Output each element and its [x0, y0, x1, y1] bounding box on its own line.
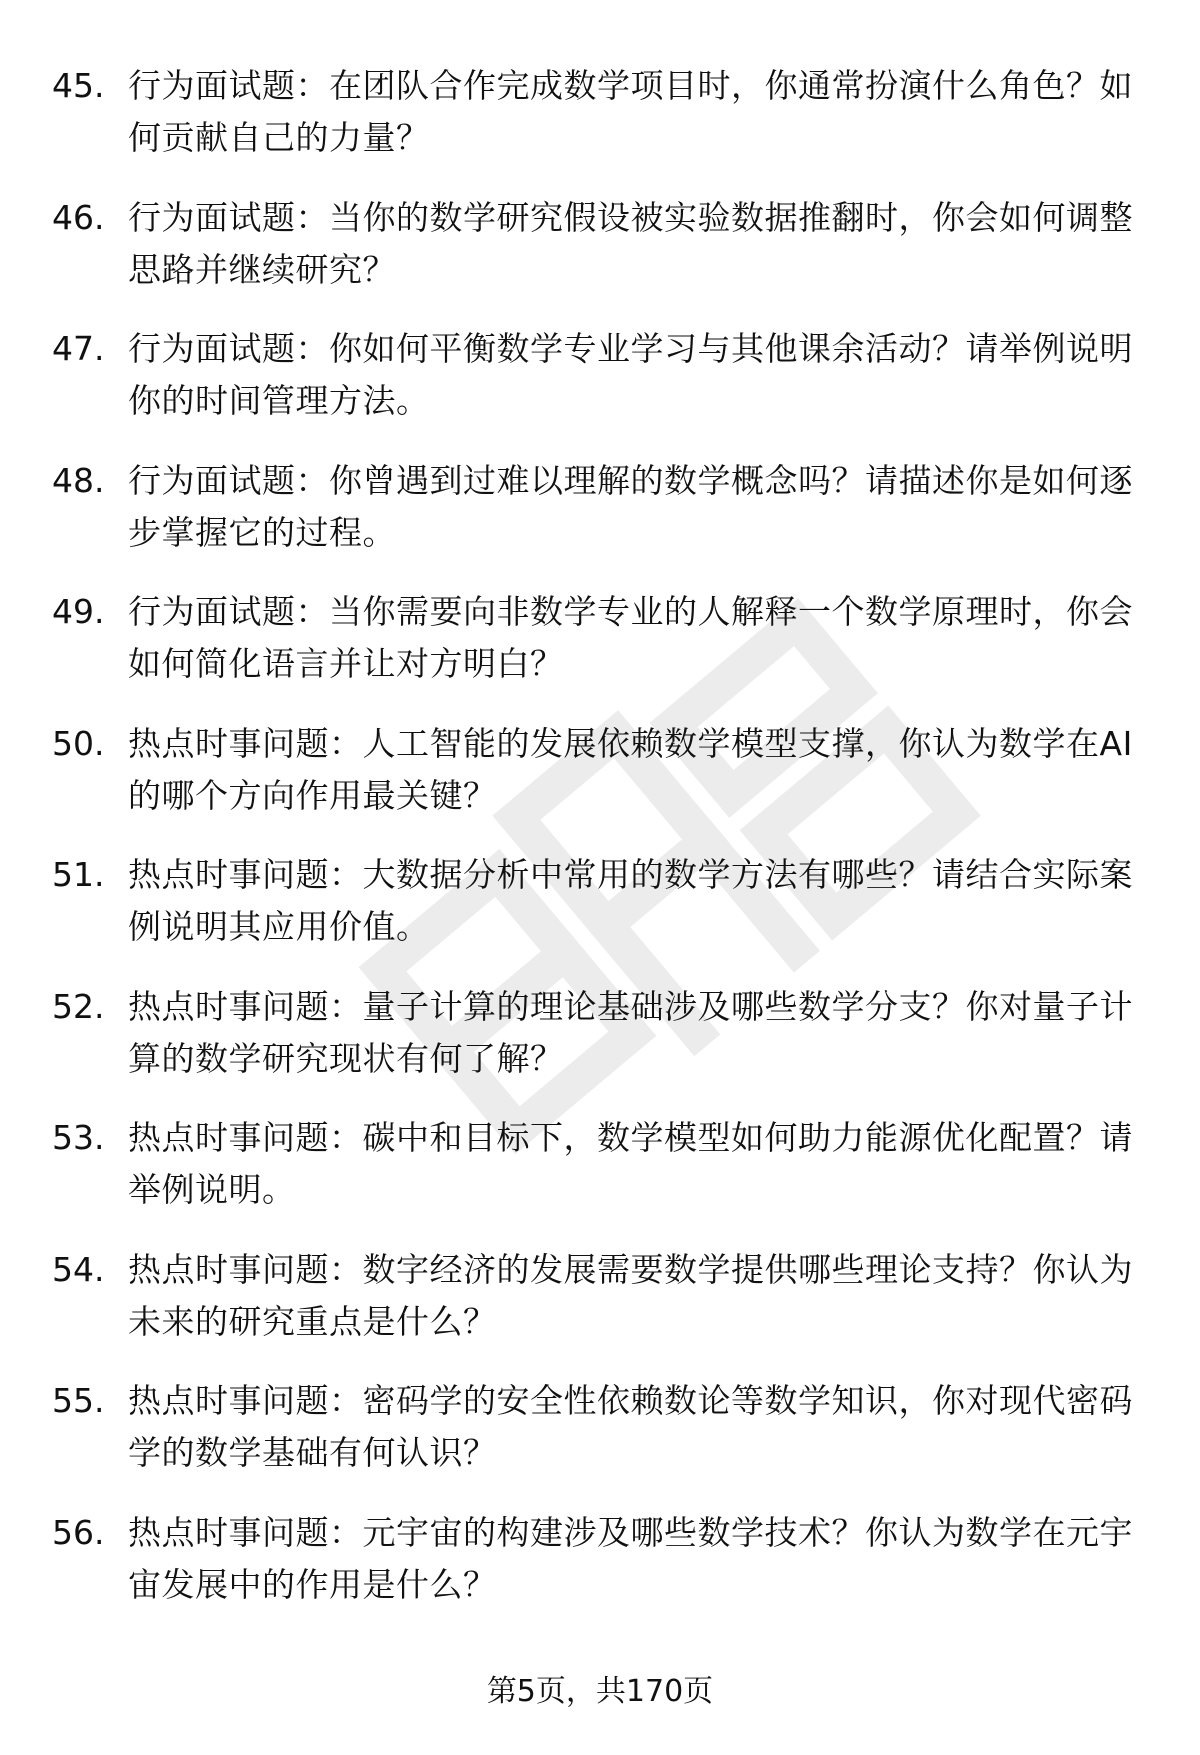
question-number: 52. [52, 986, 105, 1026]
question-item [0, 1375, 1200, 1507]
question-item [0, 323, 1200, 455]
question-text: 热点时事问题：数字经济的发展需要数学提供哪些理论支持？你认为未来的研究重点是什么？ [128, 1249, 1133, 1341]
question-item [0, 60, 1200, 192]
question-number: 49. [52, 592, 105, 631]
question-item [0, 1507, 1200, 1639]
question-text: 行为面试题：当你的数学研究假设被实验数据推翻时，你会如何调整思路并继续研究？ [128, 197, 1133, 289]
question-text: 行为面试题：在团队合作完成数学项目时，你通常扮演什么角色？如何贡献自己的力量？ [128, 66, 1133, 157]
question-item [0, 586, 1200, 718]
question-number: 51. [52, 855, 105, 894]
question-item [0, 718, 1200, 850]
question-item [0, 981, 1200, 1113]
question-number: 50. [52, 723, 105, 763]
question-item [0, 1112, 1200, 1244]
page-footer: 第5页，共170页 [486, 1674, 714, 1709]
question-item [0, 849, 1200, 981]
question-number: 54. [52, 1249, 105, 1289]
question-item [0, 192, 1200, 324]
question-item [0, 455, 1200, 587]
question-text: 热点时事问题：人工智能的发展依赖数学模型支撑，你认为数学在AI的哪个方向作用最关键？ [128, 723, 1133, 815]
question-text: 行为面试题：你曾遇到过难以理解的数学概念吗？请描述你是如何逐步掌握它的过程。 [128, 460, 1133, 552]
question-number: 47. [52, 329, 105, 368]
question-text: 行为面试题：当你需要向非数学专业的人解释一个数学原理时，你会如何简化语言并让对方明白？ [128, 592, 1133, 683]
question-text: 行为面试题：你如何平衡数学专业学习与其他课余活动？请举例说明你的时间管理方法。 [128, 329, 1133, 420]
question-text: 热点时事问题：量子计算的理论基础涉及哪些数学分支？你对量子计算的数学研究现状有何了解？ [128, 986, 1133, 1078]
question-number: 46. [52, 197, 105, 237]
question-text: 热点时事问题：密码学的安全性依赖数论等数学知识，你对现代密码学的数学基础有何认识？ [128, 1381, 1133, 1472]
question-number: 45. [52, 66, 105, 105]
question-text: 热点时事问题：元宇宙的构建涉及哪些数学技术？你认为数学在元宇宙发展中的作用是什么？ [128, 1512, 1133, 1604]
question-number: 53. [52, 1118, 105, 1157]
question-number: 48. [52, 460, 105, 500]
question-number: 56. [52, 1512, 105, 1552]
question-text: 热点时事问题：碳中和目标下，数学模型如何助力能源优化配置？请举例说明。 [128, 1118, 1133, 1209]
question-text: 热点时事问题：大数据分析中常用的数学方法有哪些？请结合实际案例说明其应用价值。 [128, 855, 1133, 946]
question-number: 55. [52, 1381, 105, 1420]
question-item [0, 1244, 1200, 1376]
question-list [0, 60, 1200, 1638]
